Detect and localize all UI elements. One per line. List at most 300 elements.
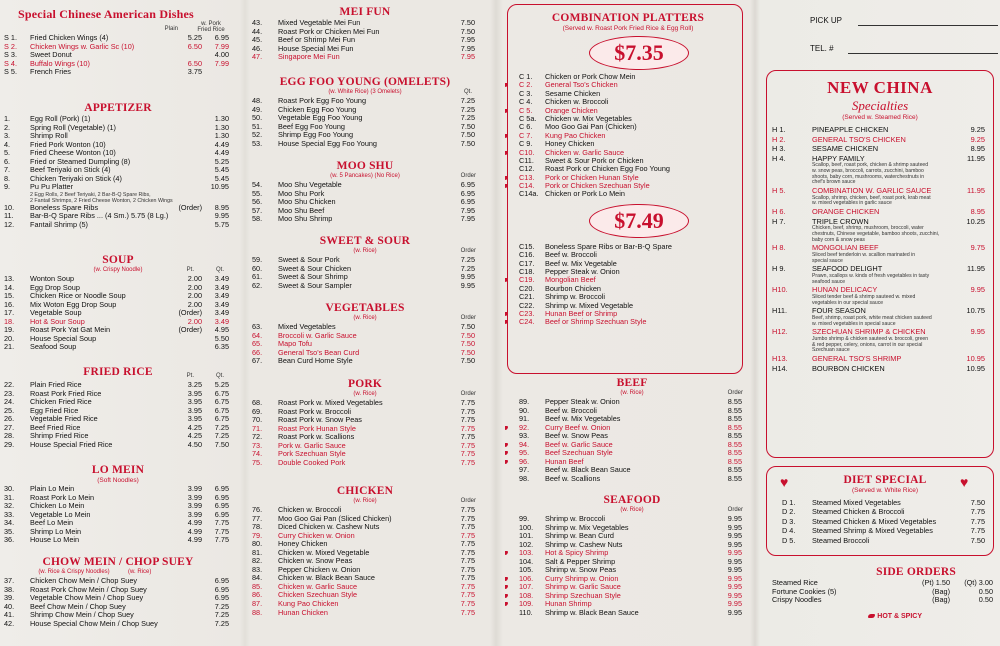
item-number: H 6. [772, 207, 786, 217]
item-number: H12. [772, 327, 788, 337]
special-rows [4, 34, 232, 77]
col-header: Qt. [215, 267, 224, 273]
menu-item-row [4, 221, 232, 230]
specialties-section [762, 78, 998, 373]
combo-rows-1 [519, 73, 737, 199]
item-name: HAPPY FAMILY [812, 153, 865, 163]
item-number: 53. [252, 138, 263, 148]
item-number: 43. [252, 18, 263, 27]
item-price: 5.25 [214, 380, 229, 389]
section-subtitle: (w. Rice) [620, 390, 644, 396]
item-name: Steamed Broccoli [812, 535, 870, 545]
item-price: 9.95 [214, 211, 229, 221]
menu-item-row [4, 183, 232, 192]
item-number: 19. [4, 325, 15, 335]
item-number: 86. [252, 590, 263, 600]
item-price: 7.75 [460, 539, 475, 549]
item-price-small: 3.95 [187, 388, 202, 398]
menu-item-row [782, 498, 988, 507]
item-name: Wonton Soup [30, 274, 75, 283]
item-name: Curry Shrimp w. Onion [545, 573, 619, 583]
item-number: 25. [4, 405, 15, 415]
item-name: Hunan Chicken [278, 607, 328, 617]
item-number: 18. [4, 316, 15, 326]
item-number: 67. [252, 356, 263, 366]
item-price-small: 3.95 [187, 405, 202, 415]
menu-item-row [782, 507, 988, 516]
diet-rows [782, 498, 988, 545]
item-name: Beef w. Snow Peas [545, 431, 608, 441]
item-price: 7.75 [460, 547, 475, 557]
item-price: 7.95 [460, 35, 475, 45]
item-price-small: 3.99 [187, 484, 202, 493]
item-number: 34. [4, 518, 15, 528]
item-price: 7.25 [460, 104, 475, 114]
item-price: 7.75 [460, 513, 475, 523]
item-name: Boneless Spare Ribs [30, 202, 99, 212]
item-number: 42. [4, 618, 15, 628]
item-price-small: (Order) [178, 325, 202, 335]
section-title: SOUP [102, 254, 134, 266]
item-number: 10. [4, 202, 15, 212]
item-number: D 3. [782, 516, 796, 526]
item-number: 88. [252, 607, 263, 617]
col-header: Pt. [186, 267, 194, 273]
item-number: C 6. [519, 122, 533, 132]
section-title: APPETIZER [84, 102, 152, 114]
item-price-small: (Order) [178, 202, 202, 212]
item-name: Hunan Beef or Shrimp [545, 308, 618, 318]
menu-item-row [772, 217, 988, 227]
item-name: MONGOLIAN BEEF [812, 243, 879, 253]
item-name: Chicken w. Garlic Sauce [278, 581, 358, 591]
chili-pepper-icon [868, 614, 875, 618]
moo-shu-section [252, 160, 478, 224]
combo-rows-2 [519, 243, 737, 327]
chili-pepper-icon [505, 184, 508, 188]
item-number: H14. [772, 363, 788, 373]
item-price-small: 4.25 [187, 431, 202, 441]
item-name: General Tso's Bean Curd [278, 347, 360, 357]
item-name: Beef Fried Rice [30, 422, 81, 432]
item-price: 7.25 [214, 422, 229, 432]
item-name: Kung Pao Chicken [545, 130, 606, 140]
item-name: Mix Woton Egg Drop Soup [30, 299, 117, 309]
item-description: Sliced tender beef & shrimp sauteed w. mixed vegetables in our special sauce [812, 294, 916, 306]
menu-item-row [772, 354, 988, 364]
item-name: Shrimp w. Bean Curd [545, 531, 614, 541]
item-number: 7. [4, 165, 11, 175]
section-subtitle: (w. Crispy Noodle) [93, 267, 143, 273]
item-number: 64. [252, 330, 263, 340]
item-price: 8.55 [727, 431, 742, 441]
menu-column-4 [762, 0, 998, 646]
menu-item-row [4, 441, 232, 450]
menu-item-row [772, 264, 988, 274]
menu-item-row [252, 609, 478, 618]
menu-item-row [519, 475, 745, 484]
pork-rows [252, 399, 478, 467]
item-name: Shrimp Chow Mein / Chop Suey [30, 610, 134, 620]
item-price: 7.25 [214, 618, 229, 628]
item-number: 76. [252, 505, 263, 514]
item-number: 47. [252, 52, 263, 62]
item-number: 81. [252, 547, 263, 557]
item-price: 9.25 [970, 125, 985, 134]
item-number: 51. [252, 121, 263, 131]
item-number: 36. [4, 535, 15, 545]
item-name: Pu Pu Platter [30, 182, 73, 192]
egg-foo-young-rows [252, 97, 478, 148]
item-price: 6.75 [214, 388, 229, 398]
mei-fun-rows [252, 19, 478, 62]
item-number: 87. [252, 599, 263, 609]
fried-rice-rows [4, 381, 232, 449]
item-name: Pork Szechuan Style [278, 449, 346, 459]
item-number: H 5. [772, 186, 786, 196]
item-number: S 1. [4, 33, 17, 42]
section-subtitle: (w. Rice) [353, 248, 377, 254]
col-header: Order [460, 173, 476, 179]
chow-mein-section [4, 556, 232, 628]
menu-item-row [252, 53, 478, 62]
item-description: Jumbo shrimp & chicken sauteed w. broccoli, green & red pepper, celery, onions, carrot in our special Szechuan sauce [812, 336, 929, 354]
item-price-small: 2.00 [187, 316, 202, 326]
item-number: 101. [519, 531, 534, 541]
item-number: 70. [252, 415, 263, 425]
item-price: 5.45 [214, 173, 229, 183]
section-title: SEAFOOD [603, 494, 661, 506]
chili-pepper-icon [505, 460, 508, 464]
item-price: 7.75 [460, 590, 475, 600]
item-name: General Tso's Chicken [545, 80, 618, 90]
item-price: 7.25 [214, 610, 229, 620]
combination-section [505, 12, 749, 327]
section-title: LO MEIN [91, 464, 145, 476]
item-name: Fantail Shrimp (5) [30, 220, 88, 230]
item-price: 9.95 [727, 608, 742, 618]
item-price: 9.25 [970, 134, 985, 144]
chili-pepper-icon [505, 109, 508, 113]
beef-section [505, 377, 749, 483]
item-price: 8.55 [727, 439, 742, 449]
item-number: 93. [519, 431, 530, 441]
item-price: 7.25 [460, 113, 475, 123]
item-price: 9.95 [727, 531, 742, 541]
item-price: 7.75 [970, 507, 985, 517]
section-title: SWEET & SOUR [319, 235, 411, 247]
item-price-small: 4.50 [187, 439, 202, 449]
item-number: H13. [772, 354, 788, 364]
item-description: Scallop, beef, roast pork, chicken & shrimp sauteed w. snow peas, broccoli, carrots, zucchini, bamboo shoots, baby corn, mushrooms, waterchestnuts in chef's brown sauce [812, 162, 929, 186]
item-number: 110. [519, 608, 533, 618]
item-name: Chicken w. Black Bean Sauce [278, 573, 375, 583]
item-price: 6.75 [214, 414, 229, 424]
item-name: Honey Chicken [545, 139, 595, 149]
item-price: 6.75 [214, 405, 229, 415]
item-price: 8.95 [970, 144, 985, 154]
section-title: EGG FOO YOUNG (OMELETS) [279, 76, 451, 88]
item-price: 7.75 [460, 457, 475, 467]
section-title: PORK [347, 378, 383, 390]
item-price: 7.75 [460, 505, 475, 514]
menu-column-2 [252, 0, 478, 646]
col-header: (w. Rice) [128, 569, 152, 575]
item-price-small: 3.95 [187, 397, 202, 407]
item-price-small: 2.00 [187, 291, 202, 301]
item-price-small: 4.25 [187, 422, 202, 432]
item-price: 8.55 [727, 422, 742, 432]
item-name: Kung Pao Chicken [278, 599, 339, 609]
item-name: Shrimp w. Snow Peas [545, 565, 616, 575]
item-name: Buffalo Wings (10) [30, 58, 90, 68]
item-name: Hunan Beef [545, 456, 584, 466]
item-number: 16. [4, 299, 15, 309]
item-name: Diced Chicken w. Cashew Nuts [278, 522, 380, 532]
item-name: House Special Soup [30, 333, 97, 343]
chili-pepper-icon [505, 594, 508, 598]
item-price: 8.55 [727, 405, 742, 415]
item-price: 7.50 [460, 121, 475, 131]
item-number: 48. [252, 96, 263, 105]
col-header: w. Pork Fried Rice [197, 21, 225, 33]
item-name: French Fries [30, 67, 71, 77]
item-price-small: 6.50 [187, 58, 202, 68]
item-price-small: (Pt) 1.50 [922, 578, 950, 587]
menu-item-row [782, 526, 988, 535]
tel-line [848, 53, 998, 54]
item-number: C16. [519, 250, 535, 260]
item-price-small: 5.25 [187, 33, 202, 42]
item-number: 12. [4, 220, 15, 230]
item-name: Steamed Shrimp & Mixed Vegetables [812, 526, 933, 536]
item-price: 7.50 [460, 18, 475, 27]
item-price: 7.95 [460, 205, 475, 215]
item-price: 7.75 [460, 432, 475, 442]
item-price-small: 2.00 [187, 282, 202, 292]
item-price: 5.45 [214, 165, 229, 175]
item-name: Mixed Vegetables [278, 322, 336, 331]
item-number: S 3. [4, 50, 17, 60]
item-name: Shrimp Roll [30, 131, 68, 141]
item-description: Scallop, shrimp, chicken, beef, roast pork, krab meat w. mixed vegetables in garlic sauce [812, 194, 931, 207]
item-number: C18. [519, 267, 535, 277]
item-price: 3.49 [214, 308, 229, 318]
item-price: 7.75 [460, 440, 475, 450]
item-number: 11. [4, 211, 14, 221]
item-name: SEAFOOD DELIGHT [812, 264, 883, 274]
menu-item-row [252, 459, 478, 468]
section-title: COMBINATION PLATTERS [551, 12, 705, 24]
section-subtitle: (Soft Noodles) [97, 477, 139, 484]
item-price: 7.75 [460, 556, 475, 566]
item-name: Moo Shu Vegetable [278, 180, 342, 189]
item-number: 20. [4, 333, 15, 343]
pupu-note: 2 Egg Rolls, 2 Beef Teriyaki, 2 Bar-B-Q Spare Ribs, 2 Fantail Shrimps, 2 Fried Cheese Wonton, 2 Chicken Wings [30, 191, 173, 204]
item-price: 7.95 [460, 52, 475, 62]
item-number: 38. [4, 584, 15, 594]
item-name: Beef or Shrimp Szechuan Style [545, 317, 647, 327]
menu-item-row [4, 343, 232, 352]
item-name: Beef w. Broccoli [545, 250, 597, 260]
item-number: C 2. [519, 80, 533, 90]
item-name: FOUR SEASON [812, 306, 866, 316]
item-name: Shrimp w. Cashew Nuts [545, 539, 623, 549]
item-price-small: 2.00 [187, 299, 202, 309]
item-number: H 2. [772, 134, 786, 144]
item-price: 11.95 [967, 186, 985, 196]
item-price: 9.95 [727, 565, 742, 575]
item-price: 7.50 [460, 330, 475, 340]
item-price: 7.75 [460, 530, 475, 540]
section-title: Specialties [851, 98, 909, 113]
item-number: 80. [252, 539, 263, 549]
item-name: House Special Chow Mein / Chop Suey [30, 618, 158, 628]
item-price-small: 4.99 [187, 526, 202, 536]
menu-item-row [4, 620, 232, 629]
item-name: Beef w. Garlic Sauce [545, 439, 613, 449]
item-number: C20. [519, 283, 535, 293]
item-number: 57. [252, 205, 263, 215]
item-name: House Special Mei Fun [278, 43, 354, 53]
item-number: C 7. [519, 130, 533, 140]
fried-rice-section [4, 366, 232, 449]
item-number: 74. [252, 449, 263, 459]
section-subtitle: (w. Rice) [353, 498, 377, 504]
menu-item-row [772, 154, 988, 164]
section-title: MEI FUN [339, 6, 391, 18]
section-title: VEGETABLES [325, 302, 405, 314]
item-number: 8. [4, 173, 11, 183]
item-price: 7.25 [460, 255, 475, 264]
item-number: 96. [519, 456, 530, 466]
item-price: 6.95 [460, 180, 475, 189]
section-title: BEEF [616, 377, 648, 389]
item-name: Chicken Lo Mein [30, 501, 85, 511]
item-number: C23. [519, 308, 535, 318]
item-number: 107. [519, 582, 534, 592]
item-name: Sweet & Sour Chicken [278, 263, 352, 273]
chili-pepper-icon [505, 278, 508, 282]
item-name: Hot & Sour Soup [30, 316, 85, 326]
special-dishes-section [4, 8, 232, 77]
item-name: Egg Drop Soup [30, 282, 80, 292]
section-subtitle: (w. Rice) [353, 315, 377, 321]
item-name: Shrimp Fried Rice [30, 431, 89, 441]
item-name: Fried Pork Wonton (10) [30, 139, 106, 149]
item-number: D 1. [782, 498, 796, 507]
item-price: 7.75 [460, 599, 475, 609]
item-price: 7.75 [460, 607, 475, 617]
section-subtitle: (w. Rice & Crispy Noodles) [38, 569, 110, 575]
seafood-section [505, 494, 749, 618]
item-price: 7.99 [214, 58, 229, 68]
item-number: 22. [4, 380, 15, 389]
item-price: 7.25 [214, 601, 229, 611]
item-price: 10.95 [210, 182, 229, 192]
item-number: 75. [252, 457, 263, 467]
heart-icon: ♥ [960, 474, 969, 490]
item-price: 7.25 [460, 263, 475, 273]
item-name: Broccoli w. Garlic Sauce [278, 330, 357, 340]
specialties-rows [772, 125, 988, 373]
menu-item-row [772, 125, 988, 135]
item-price: 9.95 [727, 514, 742, 523]
col-header: Qt. [463, 89, 472, 95]
item-price: 7.25 [214, 431, 229, 441]
item-number: C21. [519, 292, 535, 302]
menu-item-row [772, 306, 988, 316]
item-number: C14. [519, 181, 535, 191]
item-name: PINEAPPLE CHICKEN [812, 125, 889, 134]
item-number: C11. [519, 155, 534, 165]
item-number: 26. [4, 414, 15, 424]
item-price: 7.50 [970, 498, 985, 507]
menu-item-row [772, 135, 988, 145]
item-name: Chicken Wings w. Garlic Sc (10) [30, 41, 135, 51]
item-number: 77. [252, 513, 263, 523]
item-number: 90. [519, 405, 530, 415]
col-header: Pt. [186, 373, 194, 379]
item-name: Shrimp w. Mixed Vegetable [545, 300, 634, 310]
item-price: 9.95 [727, 539, 742, 549]
item-number: 59. [252, 255, 263, 264]
item-name: Vegetable Soup [30, 308, 82, 318]
col-header: Order [460, 315, 476, 321]
item-price: 6.35 [214, 342, 229, 352]
item-name: Pepper Chicken w. Onion [278, 564, 361, 574]
item-number: D 5. [782, 535, 796, 545]
item-number: 45. [252, 35, 263, 45]
item-price-small: 3.75 [187, 67, 202, 77]
moo-shu-rows [252, 181, 478, 224]
item-price: 4.00 [214, 50, 229, 60]
item-name: Sweet Donut [30, 50, 72, 60]
item-number: H 3. [772, 144, 786, 154]
item-number: C15. [519, 241, 535, 251]
chili-pepper-icon [505, 151, 508, 155]
item-name: Chicken w. Garlic Sauce [545, 147, 625, 157]
chili-pepper-icon [505, 83, 508, 87]
section-title: CHOW MEIN / CHOP SUEY [42, 556, 194, 568]
item-name: Steamed Mixed Vegetables [812, 498, 901, 507]
item-name: Curry Chicken w. Onion [278, 530, 355, 540]
col-header: Order [460, 498, 476, 504]
item-name: Hunan Shrimp [545, 599, 592, 609]
item-price: 5.75 [214, 220, 229, 230]
item-price: 7.50 [970, 535, 985, 545]
chicken-section [252, 485, 478, 617]
item-name: Roast Pork w. Snow Peas [278, 415, 362, 425]
item-price: 6.95 [214, 584, 229, 594]
item-price-small: (Bag) [932, 586, 950, 596]
item-name: Pork or Chicken Szechuan Style [545, 181, 650, 191]
item-description: Chicken, beef, shrimp, mushroom, broccoli, water chestnuts, Chinese vegetable, bamboo shoots, zucchini, baby corn & snow peas [812, 225, 940, 243]
item-price: 9.95 [460, 272, 475, 282]
vegetables-section [252, 302, 478, 366]
item-price: 10.95 [966, 354, 985, 364]
item-number: 9. [4, 182, 11, 192]
item-number: 39. [4, 593, 15, 603]
chili-pepper-icon [505, 134, 508, 138]
item-name: Chicken or Pork Chow Mein [545, 72, 636, 81]
item-number: 35. [4, 526, 15, 536]
appetizer-section [4, 102, 232, 230]
item-number: 73. [252, 440, 263, 450]
item-name: Honey Chicken [278, 539, 328, 549]
soup-rows [4, 275, 232, 352]
item-price: 4.95 [214, 325, 229, 335]
